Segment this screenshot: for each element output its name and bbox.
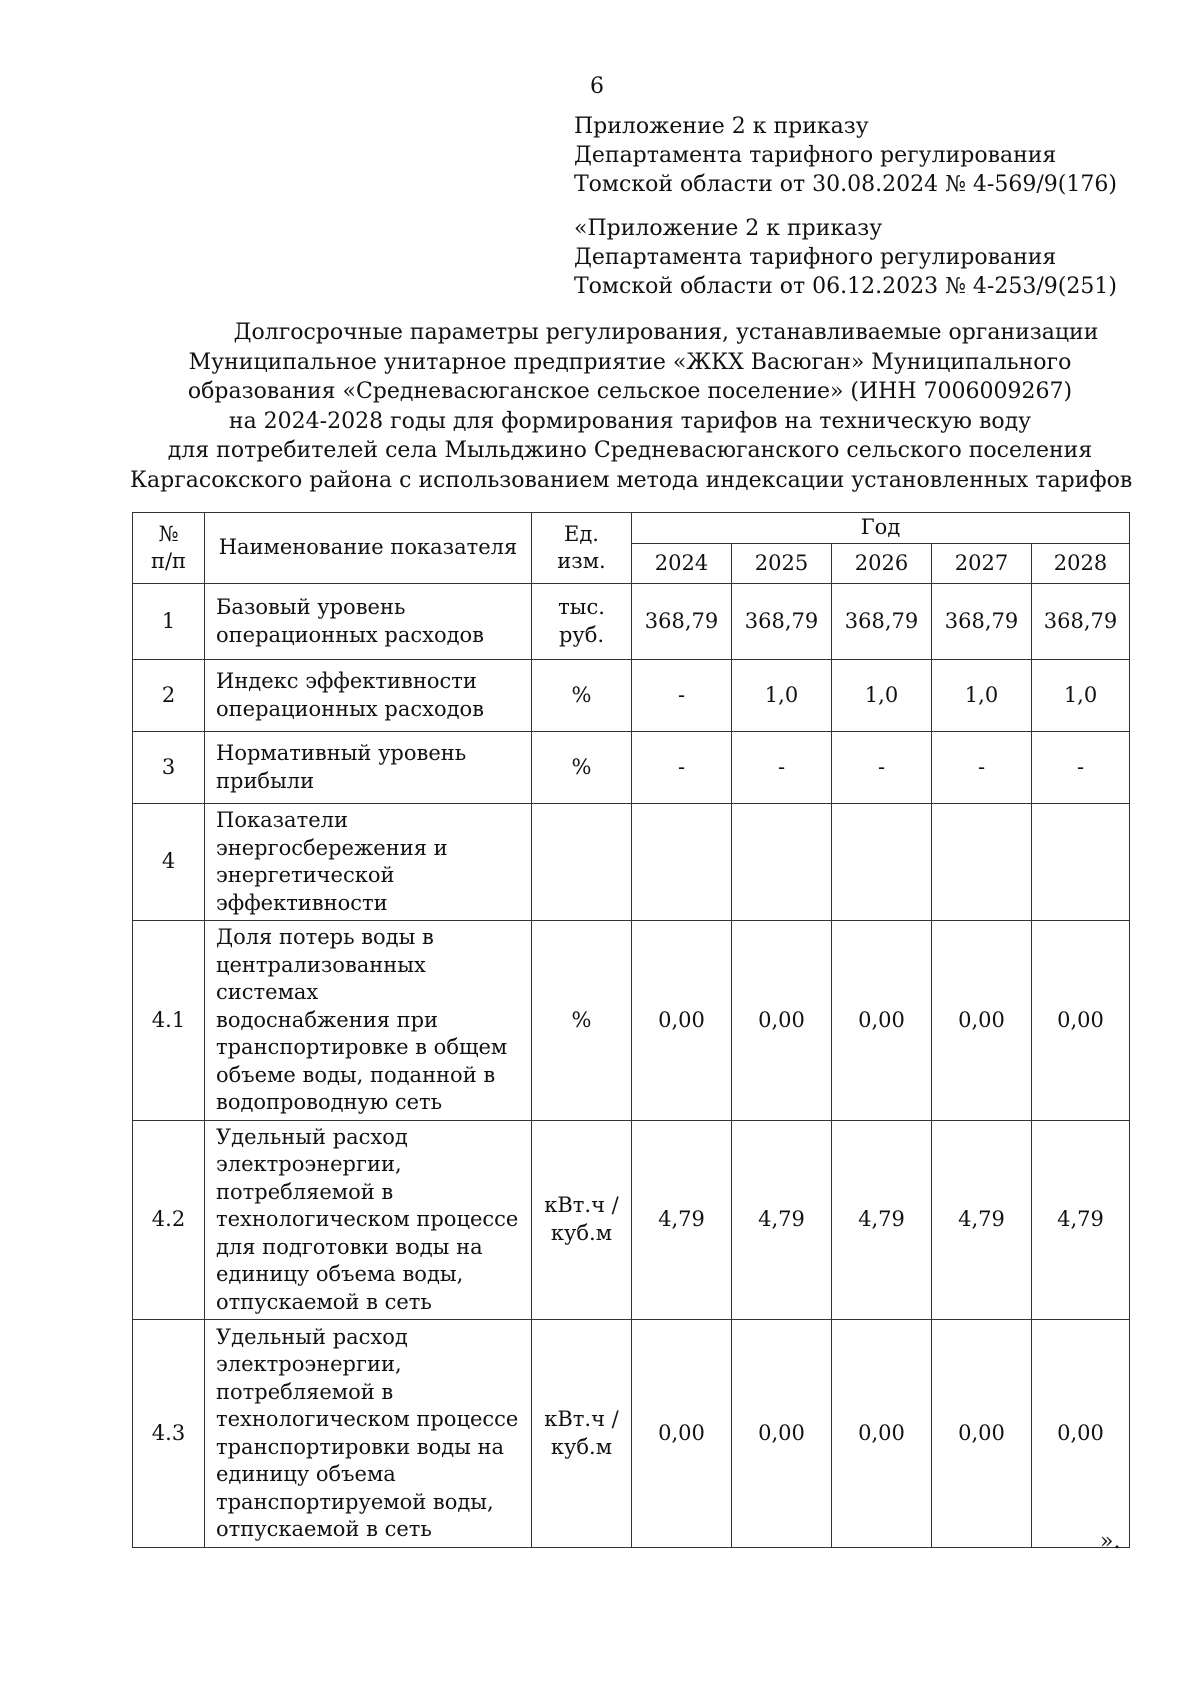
title-line: на 2024-2028 годы для формирования тарифов на техническую воду <box>228 408 1032 434</box>
indicator-name-line: для подготовки воды на <box>216 1234 483 1259</box>
appendix-line: Департамента тарифного регулирования <box>574 143 1057 168</box>
indicator-name <box>205 921 532 1121</box>
year-value: 1,0 <box>1032 660 1130 732</box>
table-row <box>133 804 1130 921</box>
header-year: 2026 <box>832 544 932 584</box>
unit-line: кВт.ч / <box>544 1407 619 1431</box>
year-value <box>632 804 732 921</box>
unit-line: % <box>571 1007 592 1032</box>
year-value: 1,0 <box>732 660 832 732</box>
header-unit <box>532 513 632 584</box>
indicator-name-line: Индекс эффективности <box>216 669 477 693</box>
document-title <box>130 318 1133 495</box>
header-year: 2028 <box>1032 544 1130 584</box>
indicator-name-line: операционных расходов <box>216 696 485 721</box>
table-row <box>133 660 1130 732</box>
closing-quote: ». <box>1100 1529 1121 1554</box>
header-year-group: Год <box>632 513 1130 544</box>
year-value: - <box>632 732 732 804</box>
header-number <box>133 513 205 584</box>
year-value: 0,00 <box>832 1320 932 1548</box>
appendix-line: Приложение 2 к приказу <box>574 114 869 139</box>
indicator-name-line: транспортируемой воды, <box>216 1489 494 1514</box>
year-value: 4,79 <box>732 1120 832 1320</box>
unit-of-measure <box>532 921 632 1121</box>
indicator-name <box>205 584 532 660</box>
year-value: 0,00 <box>932 921 1032 1121</box>
year-value <box>832 804 932 921</box>
year-value: 4,79 <box>932 1120 1032 1320</box>
year-value: 1,0 <box>932 660 1032 732</box>
year-value: 368,79 <box>1032 584 1130 660</box>
indicator-name-line: потребляемой в <box>216 1179 394 1204</box>
year-value: 0,00 <box>932 1320 1032 1548</box>
row-number: 4.1 <box>133 921 205 1121</box>
title-line: для потребителей села Мыльджино Средневасюганского сельского поселения <box>167 438 1093 463</box>
indicator-name <box>205 804 532 921</box>
title-line: образования «Средневасюганское сельское поселение» (ИНН 7006009267) <box>187 379 1073 404</box>
header-unit-line1: Ед. <box>564 521 599 546</box>
indicator-name-line: энергетической <box>216 863 395 887</box>
appendix-line: Департамента тарифного регулирования <box>574 245 1057 270</box>
indicator-name-line: электроэнергии, <box>216 1152 402 1176</box>
indicator-name-line: объеме воды, поданной в <box>216 1062 496 1087</box>
indicator-name-line: электроэнергии, <box>216 1352 402 1376</box>
indicator-name <box>205 732 532 804</box>
year-value: 0,00 <box>1032 921 1130 1121</box>
unit-line: куб.м <box>550 1434 613 1459</box>
row-number: 4.3 <box>133 1320 205 1548</box>
indicator-name-line: водоснабжения при <box>216 1007 439 1032</box>
appendix-reference-current <box>574 112 1134 199</box>
row-number: 1 <box>133 584 205 660</box>
row-number: 2 <box>133 660 205 732</box>
unit-line: % <box>571 682 592 707</box>
unit-of-measure <box>532 660 632 732</box>
indicator-name-line: водопроводную сеть <box>216 1090 443 1114</box>
table-row <box>133 584 1130 660</box>
year-value: 4,79 <box>832 1120 932 1320</box>
indicator-name <box>205 1120 532 1320</box>
indicator-name-line: Доля потерь воды в <box>216 925 434 949</box>
title-line: Муниципальное унитарное предприятие «ЖКХ Васюган» Муниципального <box>188 349 1072 375</box>
year-value: 0,00 <box>732 1320 832 1548</box>
unit-line: тыс. <box>558 595 605 619</box>
year-value: - <box>1032 732 1130 804</box>
indicator-name-line: Нормативный уровень <box>216 741 467 765</box>
indicator-name-line: Базовый уровень <box>216 595 406 619</box>
page-number: 6 <box>590 74 604 99</box>
table-row <box>133 921 1130 1121</box>
year-value: - <box>732 732 832 804</box>
indicator-name-line: транспортировки воды на <box>216 1434 505 1459</box>
year-value: 1,0 <box>832 660 932 732</box>
unit-of-measure <box>532 584 632 660</box>
unit-line: кВт.ч / <box>544 1193 619 1218</box>
indicator-name-line: энергосбережения и <box>216 835 448 860</box>
row-number: 4.2 <box>133 1120 205 1320</box>
unit-line: % <box>571 754 592 779</box>
year-value: 368,79 <box>932 584 1032 660</box>
year-value: - <box>832 732 932 804</box>
table-body <box>133 584 1130 1548</box>
indicator-name-line: Удельный расход <box>216 1124 408 1149</box>
table-row <box>133 732 1130 804</box>
unit-of-measure <box>532 1320 632 1548</box>
header-number-line2: п/п <box>150 549 187 573</box>
year-value: 0,00 <box>832 921 932 1121</box>
unit-line: руб. <box>558 622 605 647</box>
header-indicator-name: Наименование показателя <box>205 513 532 584</box>
header-number-line1: № <box>158 521 179 546</box>
header-year: 2027 <box>932 544 1032 584</box>
indicator-name-line: эффективности <box>216 890 388 915</box>
unit-of-measure <box>532 732 632 804</box>
indicator-name-line: отпускаемой в сеть <box>216 1289 432 1314</box>
header-unit-line2: изм. <box>557 549 606 573</box>
indicator-name-line: прибыли <box>216 768 315 793</box>
table-row <box>133 1320 1130 1548</box>
indicator-name-line: отпускаемой в сеть <box>216 1517 432 1541</box>
row-number: 4 <box>133 804 205 921</box>
unit-of-measure <box>532 804 632 921</box>
year-value: 0,00 <box>632 1320 732 1548</box>
year-value <box>732 804 832 921</box>
indicator-name-line: централизованных системах <box>216 952 426 1004</box>
header-year: 2025 <box>732 544 832 584</box>
year-value: - <box>632 660 732 732</box>
year-value: 368,79 <box>832 584 932 660</box>
year-value: 4,79 <box>632 1120 732 1320</box>
header-year: 2024 <box>632 544 732 584</box>
appendix-line: Томской области от 06.12.2023 № 4-253/9(251) <box>574 274 1117 299</box>
year-value: 4,79 <box>1032 1120 1130 1320</box>
indicator-name-line: операционных расходов <box>216 622 485 647</box>
row-number: 3 <box>133 732 205 804</box>
parameters-table <box>132 512 1130 1548</box>
appendix-line: «Приложение 2 к приказу <box>574 216 883 241</box>
unit-line: куб.м <box>550 1220 613 1245</box>
indicator-name <box>205 1320 532 1548</box>
indicator-name-line: Показатели <box>216 808 348 832</box>
year-value <box>932 804 1032 921</box>
title-line: Каргасокского района с использованием метода индексации установленных тарифов <box>130 467 1133 493</box>
year-value: 0,00 <box>1032 1320 1130 1548</box>
indicator-name-line: единицу объема <box>216 1462 396 1486</box>
table-header <box>133 513 1130 584</box>
table-row <box>133 1120 1130 1320</box>
indicator-name-line: транспортировке в общем <box>216 1035 508 1059</box>
indicator-name <box>205 660 532 732</box>
title-line: Долгосрочные параметры регулирования, устанавливаемые организации <box>233 320 1099 345</box>
year-value: 0,00 <box>732 921 832 1121</box>
indicator-name-line: потребляемой в <box>216 1379 394 1404</box>
indicator-name-line: технологическом процессе <box>216 1407 519 1431</box>
unit-of-measure <box>532 1120 632 1320</box>
indicator-name-line: Удельный расход <box>216 1324 408 1349</box>
year-value: 0,00 <box>632 921 732 1121</box>
indicator-name-line: технологическом процессе <box>216 1207 519 1231</box>
year-value: 368,79 <box>732 584 832 660</box>
appendix-reference-previous <box>574 214 1134 301</box>
year-value: - <box>932 732 1032 804</box>
year-value: 368,79 <box>632 584 732 660</box>
appendix-line: Томской области от 30.08.2024 № 4-569/9(176) <box>574 172 1117 197</box>
indicator-name-line: единицу объема воды, <box>216 1262 464 1286</box>
year-value <box>1032 804 1130 921</box>
